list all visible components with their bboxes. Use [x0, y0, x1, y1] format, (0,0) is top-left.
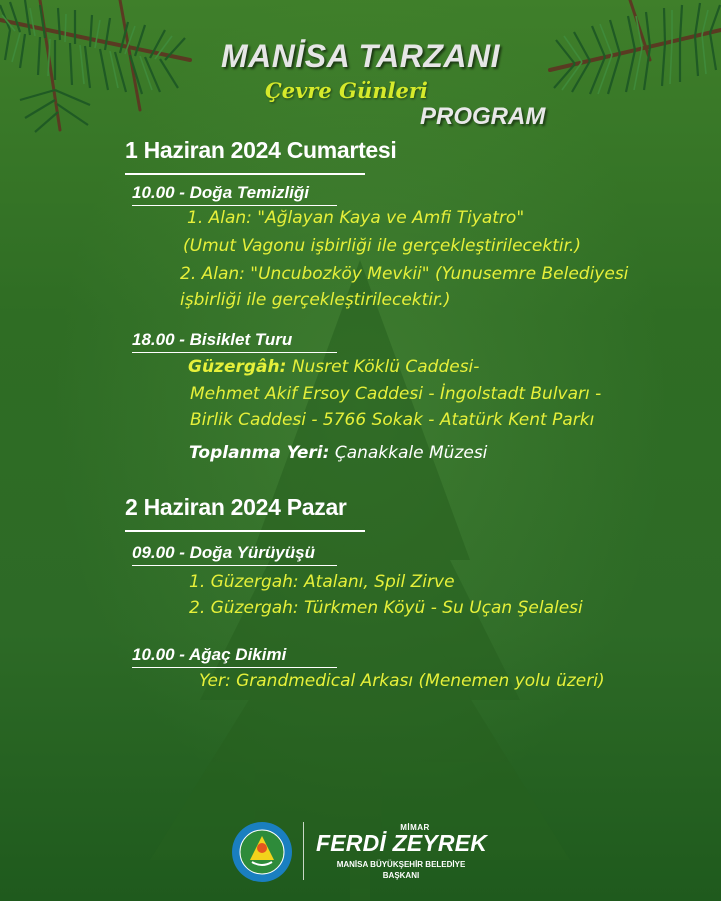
route-value: Nusret Köklü Caddesi- [291, 357, 480, 377]
event-title-cleanup: 10.00 - Doğa Temizliği [132, 183, 309, 202]
event-title-hike: 09.00 - Doğa Yürüyüşü [132, 543, 315, 562]
event-divider-hike [132, 565, 337, 566]
day-heading-2: 2 Haziran 2024 Pazar [125, 494, 347, 520]
municipality-logo [230, 820, 294, 884]
meeting-value: Çanakkale Müzesi [334, 443, 488, 463]
event-divider-bike-tour [132, 352, 337, 353]
route-line: Birlik Caddesi - 5766 Sokak - Atatürk Kent Parkı [190, 410, 595, 430]
route-line: Mehmet Akif Ersoy Caddesi - İngolstadt Bulvarı - [190, 384, 602, 404]
footer-title-prefix: MİMAR [400, 823, 430, 832]
event-detail-line: işbirliği ile gerçekleştirilecektir.) [180, 290, 451, 310]
mayor-name: FERDİ ZEYREK [316, 830, 488, 856]
meeting-label: Toplanma Yeri: [189, 443, 330, 463]
event-detail-line: Yer: Grandmedical Arkası (Menemen yolu üzeri) [199, 671, 605, 691]
organization-line: MANİSA BÜYÜKŞEHİR BELEDİYE [336, 860, 466, 869]
event-detail-line: 1. Güzergah: Atalanı, Spil Zirve [189, 572, 455, 592]
day-divider-1 [125, 173, 365, 175]
day-heading-1: 1 Haziran 2024 Cumartesi [125, 137, 397, 163]
route-label: Güzergâh: [188, 357, 287, 377]
event-title-bike-tour: 18.00 - Bisiklet Turu [132, 330, 293, 349]
event-divider-tree-planting [132, 667, 337, 668]
event-divider-cleanup [132, 205, 337, 206]
day-divider-2 [125, 530, 365, 532]
event-detail-line: 2. Alan: "Uncubozköy Mevkii" (Yunusemre Belediyesi [180, 264, 629, 284]
event-detail-line: 1. Alan: "Ağlayan Kaya ve Amfi Tiyatro" [187, 208, 525, 228]
mayor-organization [316, 859, 486, 881]
organization-line: BAŞKANI [382, 871, 420, 880]
program-label: PROGRAM [420, 103, 546, 130]
meeting-point [189, 443, 487, 463]
route-line [188, 357, 479, 377]
event-detail-line: (Umut Vagonu işbirliği ile gerçekleştirilecektir.) [183, 236, 582, 256]
event-detail-line: 2. Güzergah: Türkmen Köyü - Su Uçan Şelalesi [189, 598, 583, 618]
poster-title: MANİSA TARZANI [221, 38, 500, 74]
event-title-tree-planting: 10.00 - Ağaç Dikimi [132, 645, 287, 664]
poster-subtitle: Çevre Günleri [265, 78, 428, 103]
footer-divider [303, 822, 304, 880]
